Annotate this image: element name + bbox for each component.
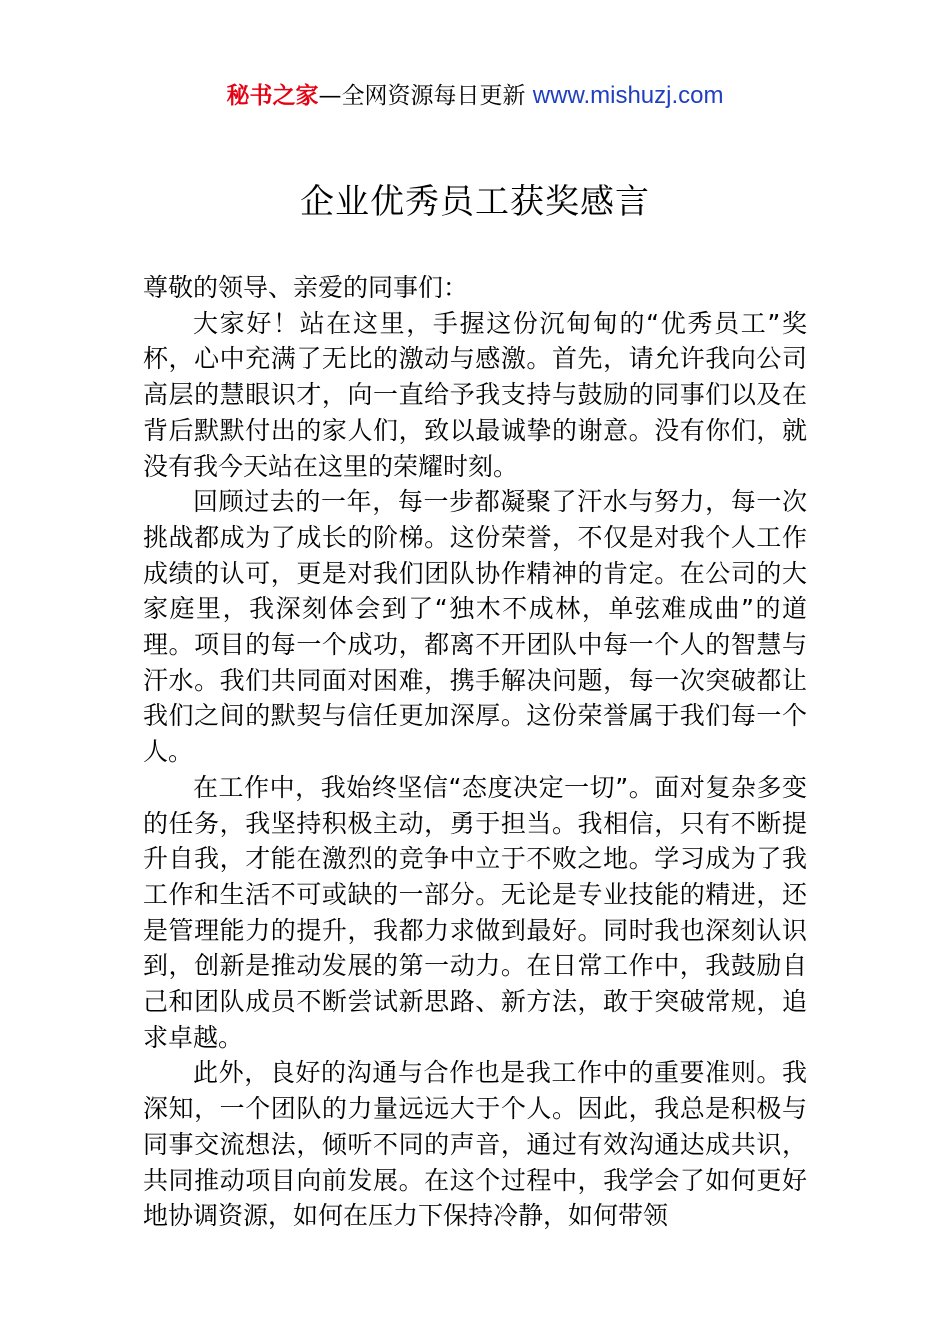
site-url-link[interactable]: www.mishuzj.com	[532, 82, 724, 109]
site-header	[0, 80, 950, 112]
body-paragraph: 大家好！站在这里，手握这份沉甸甸的“优秀员工”奖杯，心中充满了无比的激动与感激。首先，请允许我向公司高层的慧眼识才，向一直给予我支持与鼓励的同事们以及在背后默默付出的家人们，致以最诚挚的谢意。没有你们，就没有我今天站在这里的荣耀时刻。	[143, 308, 807, 481]
document-title: 企业优秀员工获奖感言	[300, 182, 650, 222]
salutation: 尊敬的领导、亲爱的同事们：	[143, 273, 469, 302]
body-paragraph: 此外，良好的沟通与合作也是我工作中的重要准则。我深知，一个团队的力量远远大于个人。因此，我总是积极与同事交流想法，倾听不同的声音，通过有效沟通达成共识，共同推动项目向前发展。在这个过程中，我学会了如何更好地协调资源，如何在压力下保持冷静，如何带领	[143, 1058, 807, 1231]
document-body	[143, 270, 807, 1234]
site-tagline: —全网资源每日更新	[318, 83, 526, 109]
site-brand: 秘书之家	[226, 83, 319, 109]
body-paragraph: 回顾过去的一年，每一步都凝聚了汗水与努力，每一次挑战都成为了成长的阶梯。这份荣誉，不仅是对我个人工作成绩的认可，更是对我们团队协作精神的肯定。在公司的大家庭里，我深刻体会到了“独木不成林，单弦难成曲”的道理。项目的每一个成功，都离不开团队中每一个人的智慧与汗水。我们共同面对困难，携手解决问题，每一次突破都让我们之间的默契与信任更加深厚。这份荣誉属于我们每一个人。	[143, 487, 807, 767]
body-paragraph: 在工作中，我始终坚信“态度决定一切”。面对复杂多变的任务，我坚持积极主动，勇于担当。我相信，只有不断提升自我，才能在激烈的竞争中立于不败之地。学习成为了我工作和生活不可或缺的一部分。无论是专业技能的精进，还是管理能力的提升，我都力求做到最好。同时我也深刻认识到，创新是推动发展的第一动力。在日常工作中，我鼓励自己和团队成员不断尝试新思路、新方法，敢于突破常规，追求卓越。	[143, 772, 807, 1052]
